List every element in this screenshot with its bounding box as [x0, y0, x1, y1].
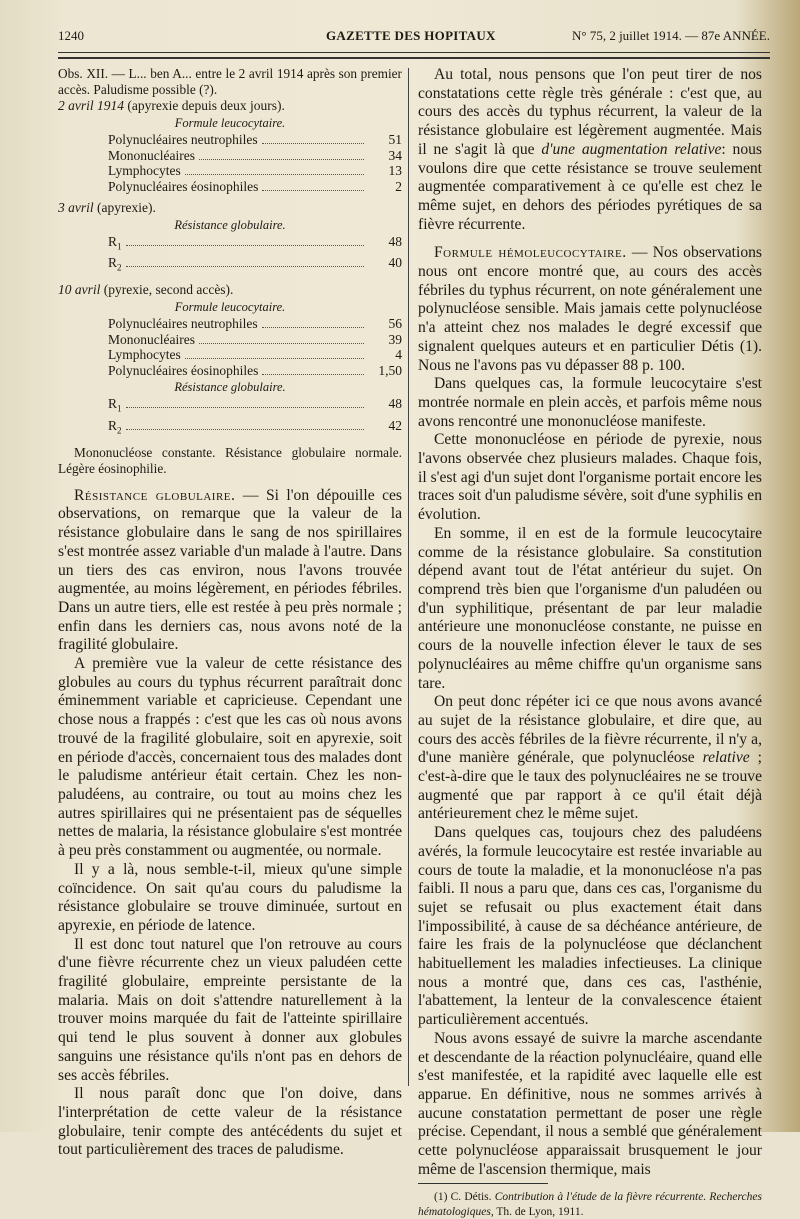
row-value: 34: [388, 147, 402, 163]
leader-dots: [185, 164, 364, 175]
leader-dots: [262, 364, 364, 375]
row-value: 4: [395, 347, 402, 363]
resistance-row: [58, 255, 402, 276]
formula-row: [58, 163, 402, 179]
leader-dots: [126, 256, 364, 267]
row-value: 2: [395, 178, 402, 194]
page-number: 1240: [58, 28, 84, 43]
row-label: $R_1$: [108, 234, 122, 252]
leader-dots: [126, 419, 364, 430]
row-value: 42: [388, 417, 402, 433]
column-divider: [408, 68, 409, 1086]
header-rule-thick: [58, 57, 770, 59]
row-value: 51: [388, 132, 402, 147]
row-label: $R_1$: [108, 396, 122, 415]
row-label: Polynucléaires neutrophiles: [108, 132, 258, 147]
observation-date: 3 avril (apyrexie).: [58, 200, 156, 215]
paragraph: Il est donc tout naturel que l'on retrouve au cours d'une fièvre récurrente chez un vieux paludéen cette fragilité globulaire, empreinte persistante de la malaria. Mais on doit s'attendre naturellement à la trouver moins marquée du fait de l'atteinte spirillaire qui tend le plus souvent à donner aux globules sanguins une résistance qu'ils n'ont pas en dehors de ses accès fébriles.: [58, 935, 402, 1084]
row-value: 40: [388, 255, 402, 271]
row-label: Polynucléaires éosinophiles: [108, 178, 259, 194]
paragraph: En somme, il en est de la formule leucocytaire comme de la résistance globulaire. Sa constitution dépend avant tout de l'état antérieur du sujet. On comprend très bien que l'organisme d'un paludéen ou d'un syphilitique, présentant de par leur maladie antérieure une mononucléose constante, ne puisse en cours de la nouvelle infection élever le taux de ses polynucléaires au même chiffre qu'un organisme sans tare.: [418, 524, 762, 692]
leader-dots: [262, 317, 364, 328]
row-label: $R_2$: [108, 255, 122, 273]
leader-dots: [185, 348, 364, 359]
row-label: Polynucléaires neutrophiles: [108, 316, 258, 332]
observation-date: 10 avril (pyrexie, second accès).: [58, 282, 234, 298]
resistance-title: Résistance globulaire.: [174, 218, 286, 232]
section-heading: Résistance globulaire.: [74, 486, 236, 504]
header-rule: [58, 52, 770, 53]
resistance-table-1: [58, 234, 402, 276]
row-label: Mononucléaires: [108, 147, 195, 163]
observation-conclusion: Mononucléose constante. Résistance globulaire normale. Légère éosinophilie.: [58, 444, 402, 476]
formula-row: [58, 316, 402, 332]
observation-intro: Obs. XII. — L... ben A... entre le 2 avril 1914 après son premier accès. Paludisme possible (?).: [58, 66, 402, 97]
paragraph: On peut donc répéter ici ce que nous avons avancé au sujet de la résistance globulaire, et dire que, au cours des accès fébriles de la fièvre récurrente, il n'y a, d'une manière générale, que polynucléose relative ; c'est-à-dire que le taux des polynucléaires ne se trouve augmenté que par rapport à ce qu'il était déjà antérieurement chez le même sujet.: [418, 693, 762, 823]
paragraph: Cette mononucléose en période de pyrexie, nous l'avons observée chez plusieurs malades. Chaque fois, il s'est agi d'un sujet dont l'organisme portait encore les traces soit d'un paludisme sévère, soit d'une syphilis en évolution.: [418, 431, 762, 524]
row-value: 48: [388, 234, 402, 249]
row-value: 48: [388, 396, 402, 412]
paragraph: Dans quelques cas, toujours chez des paludéens avérés, la formule leucocytaire est restée invariable au cours de toute la maladie, et la mononucléose n'a pas faibli. Il nous a paru que, dans ces cas, l'organisme du sujet se refusait ou plus exactement était dans l'impossibilité, à cause de sa déchéance antérieure, de faire les frais de la polynucléose que déclanchent habituellement les maladies infectieuses. La clinique nous a montré que, dans ces cas, l'asthénie, l'abattement, la lenteur de la convalescence étaient particulièrement accentués.: [418, 824, 762, 1029]
paragraph: Il nous paraît donc que l'on doive, dans l'interprétation de cette valeur de la résistance globulaire, tenir compte des antécédents du sujet et tout particulièrement des traces de paludisme.: [58, 1085, 402, 1159]
footnote: (1) C. Détis. Contribution à l'étude de la fièvre récurrente. Recherches hématologiques, Th. de Lyon, 1911.: [418, 1191, 762, 1218]
page-header: [58, 28, 770, 50]
resistance-row: [58, 418, 402, 439]
formula-title: Formule leucocytaire.: [174, 116, 286, 130]
masthead: GAZETTE DES HOPITAUX: [326, 28, 496, 43]
paragraph: Formule hémoleucocytaire. — Nos observations nous ont encore montré que, au cours des accès fébriles du typhus récurrent, on note généralement une polynucléose sensible. Mais jamais cette polynucléose n'a atteint chez nos malades le degré excessif que signalent quelques auteurs et en particulier Détis (1). Nous ne l'avons pas vu dépasser 88 p. 100.: [418, 244, 762, 374]
formula-row: [58, 332, 402, 348]
paragraph: A première vue la valeur de cette résistance des globules au cours du typhus récurrent paraîtrait donc éminemment variable et capricieuse. Cependant une chose nous a frappés : c'est que les cas où nous avons trouvé de la fragilité globulaire, soit en apyrexie, soit en période d'accès, concernaient tous des malades dont le paludisme antérieur était certain. Chez les non-paludéens, au contraire, ou tout au moins chez les autres spirillaires qui ne présentaient pas de séquelles nettes de malaria, la résistance globulaire s'est montrée à peu près constamment ou augmentée, ou normale.: [58, 655, 402, 860]
paragraph: Résistance globulaire. — Si l'on dépouille ces observations, on remarque que la valeur de la résistance globulaire dans le sang de nos spirillaires s'est montrée assez variable d'un malade à l'autre. Dans un tiers des cas environ, nous l'avons trouvée augmentée, au moins légèrement, en périodes fébriles. Dans un autre tiers, elle est restée à peu près normale ; enfin dans les derniers cas, nous avons noté de la fragilité globulaire.: [58, 486, 403, 654]
row-label: $R_2$: [108, 417, 122, 436]
resistance-row: [58, 396, 402, 417]
row-value: 13: [388, 163, 402, 178]
formula-row: [58, 363, 402, 379]
row-value: 39: [388, 331, 402, 347]
formula-row: [58, 132, 402, 148]
formula-table-1: [58, 132, 402, 194]
leader-dots: [126, 235, 364, 246]
resistance-row: [58, 234, 402, 255]
section-heading: Formule hémoleucocytaire.: [434, 244, 627, 262]
formula-row: [58, 148, 402, 164]
formula-table-2: [58, 316, 402, 378]
formula-row: [58, 179, 402, 195]
leader-dots: [199, 333, 364, 344]
formula-row: [58, 347, 402, 363]
row-label: Mononucléaires: [108, 331, 195, 347]
paragraph: Nous avons essayé de suivre la marche ascendante et descendante de la réaction polynucléaire, quand elle s'est manifestée, et la rapidité avec laquelle elle est apparue. En définitive, nous ne sommes arrivés à aucune constatation permettant de poser une règle précise. Cependant, il nous a semblé que généralement cette polynucléose apparaissait brusquement le jour même de l'ascension thermique, mais: [418, 1029, 762, 1178]
resistance-table-2: [58, 396, 402, 438]
paragraph: Au total, nous pensons que l'on peut tirer de nos constatations cette règle très générale : c'est que, au cours des accès du typhus récurrent, la valeur de la résistance globulaire est légèrement augmentée. Mais il ne s'agit là que d'une augmentation relative: nous voulons dire que cette résistance se trouve seulement augmentée comparativement à ce qu'elle est chez le même sujet, en dehors des périodes pyrétiques de sa fièvre récurrente.: [418, 66, 763, 233]
leader-dots: [262, 180, 364, 191]
paragraph: Dans quelques cas, la formule leucocytaire s'est montrée normale en plein accès, et parfois même nous avons rencontré une mononucléose manifeste.: [418, 375, 762, 430]
paragraph: Il y a là, nous semble-t-il, mieux qu'une simple coïncidence. On sait qu'au cours du paludisme la résistance globulaire se trouve diminuée, surtout en apyrexie, en période de latence.: [58, 860, 402, 934]
leader-dots: [199, 149, 364, 160]
issue-info: N° 75, 2 juillet 1914. — 87e ANNÉE.: [571, 28, 770, 43]
leader-dots: [126, 397, 364, 408]
leader-dots: [262, 133, 364, 144]
row-value: 1,50: [378, 362, 402, 378]
formula-title: Formule leucocytaire.: [174, 300, 286, 315]
row-label: Polynucléaires éosinophiles: [108, 362, 259, 378]
row-value: 56: [388, 316, 402, 332]
right-column: [418, 66, 762, 1219]
footnote-rule: [418, 1183, 548, 1184]
left-column: [58, 66, 402, 1160]
row-label: Lymphocytes: [108, 163, 181, 178]
row-label: Lymphocytes: [108, 347, 181, 363]
observation-date: 2 avril 1914 (apyrexie depuis deux jours).: [58, 98, 285, 113]
resistance-title: Résistance globulaire.: [174, 380, 286, 395]
